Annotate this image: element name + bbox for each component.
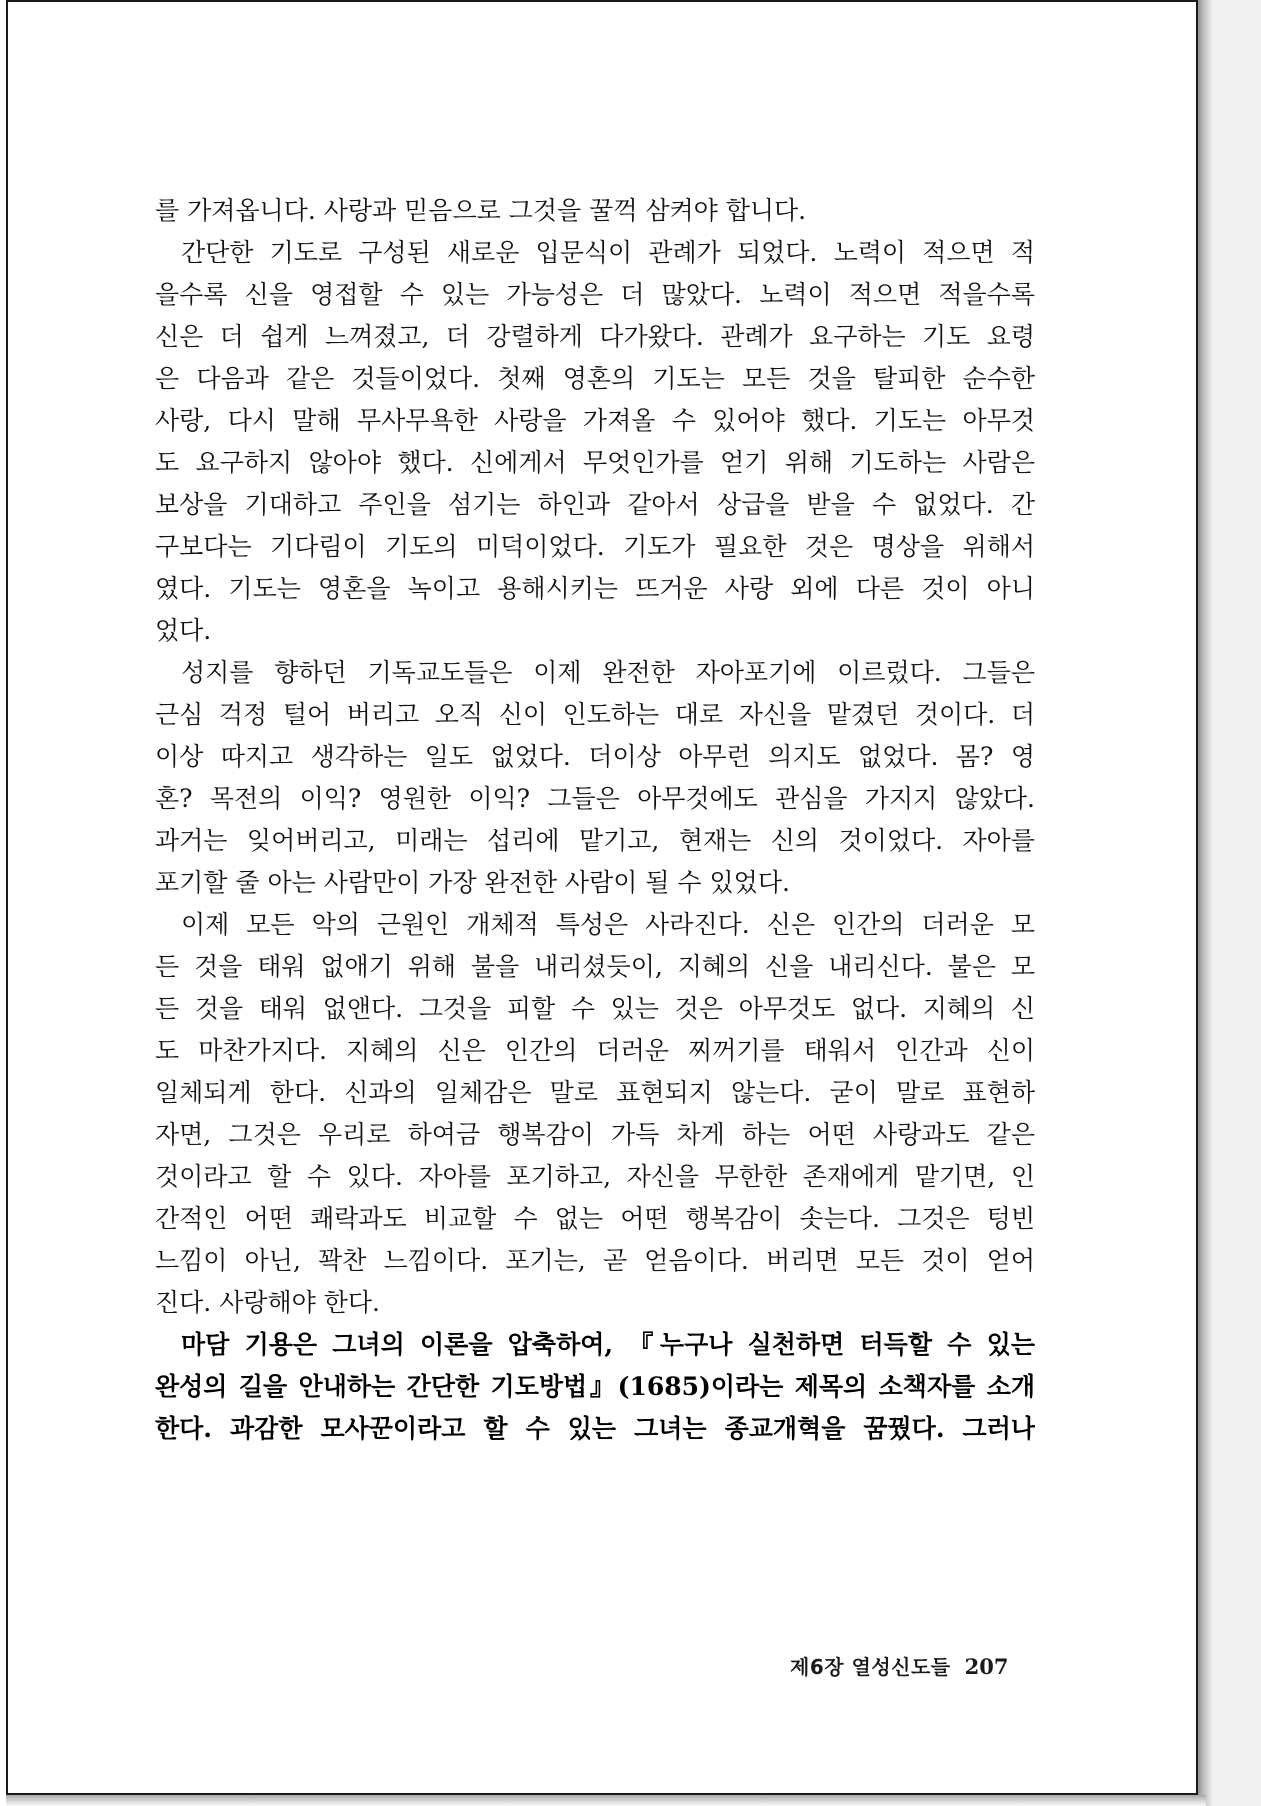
text-line: 보상을 기대하고 주인을 섬기는 하인과 같아서 상급을 받을 수 없었다. 간: [155, 490, 1035, 519]
text-line: 도 요구하지 않아야 했다. 신에게서 무엇인가를 얻기 위해 기도하는 사람은: [155, 448, 1035, 477]
page-edge-shadow: [1198, 0, 1214, 1806]
viewer-background: [1214, 0, 1261, 1806]
text-line: 자면, 그것은 우리로 하여금 행복감이 가득 차게 하는 어떤 사랑과도 같은: [155, 1120, 1035, 1149]
text-line: 은 다음과 같은 것들이었다. 첫째 영혼의 기도는 모든 것을 탈피한 순수한: [155, 364, 1035, 393]
text-line: 간단한 기도로 구성된 새로운 입문식이 관례가 되었다. 노력이 적으면 적: [181, 238, 1035, 267]
text-line: 과거는 잊어버리고, 미래는 섭리에 맡기고, 현재는 신의 것이었다. 자아를: [155, 826, 1035, 855]
text-line: 혼? 목전의 이익? 영원한 이익? 그들은 아무것에도 관심을 가지지 않았다.: [155, 784, 1035, 813]
text-line: 것이라고 할 수 있다. 자아를 포기하고, 자신을 무한한 존재에게 맡기면, 인: [155, 1162, 1035, 1191]
page-footer: [790, 1651, 1008, 1680]
text-line: 마담 기용은 그녀의 이론을 압축하여, 『누구나 실천하면 터득할 수 있는: [181, 1330, 1035, 1359]
text-line: 성지를 향하던 기독교도들은 이제 완전한 자아포기에 이르렀다. 그들은: [181, 658, 1035, 687]
text-line: 이제 모든 악의 근원인 개체적 특성은 사라진다. 신은 인간의 더러운 모: [181, 910, 1035, 939]
text-line: 사랑, 다시 말해 무사무욕한 사랑을 가져올 수 있어야 했다. 기도는 아무것: [155, 406, 1035, 435]
text-line: 일체되게 한다. 신과의 일체감은 말로 표현되지 않는다. 굳이 말로 표현하: [155, 1078, 1035, 1107]
running-head: 제6장 열성신도들: [790, 1655, 951, 1679]
text-line: 이상 따지고 생각하는 일도 없었다. 더이상 아무런 의지도 없었다. 몸? 영: [155, 742, 1035, 771]
text-line: 을수록 신을 영접할 수 있는 가능성은 더 많았다. 노력이 적으면 적을수록: [155, 280, 1035, 309]
text-line: 었다.: [155, 616, 212, 645]
text-line: 신은 더 쉽게 느껴졌고, 더 강렬하게 다가왔다. 관례가 요구하는 기도 요령: [155, 322, 1035, 351]
text-line: 한다. 과감한 모사꾼이라고 할 수 있는 그녀는 종교개혁을 꿈꿨다. 그러나: [155, 1414, 1035, 1443]
body-text: [155, 190, 1035, 1450]
text-line: 였다. 기도는 영혼을 녹이고 용해시키는 뜨거운 사랑 외에 다른 것이 아니: [155, 574, 1035, 603]
text-line: 느낌이 아닌, 꽉찬 느낌이다. 포기는, 곧 얻음이다. 버리면 모든 것이 얻어: [155, 1246, 1035, 1275]
page-number: 207: [964, 1654, 1009, 1679]
text-line: 든 것을 태워 없앤다. 그것을 피할 수 있는 것은 아무것도 없다. 지혜의 신: [155, 994, 1035, 1023]
text-line: 도 마찬가지다. 지혜의 신은 인간의 더러운 찌꺼기를 태워서 인간과 신이: [155, 1036, 1035, 1065]
text-line: 진다. 사랑해야 한다.: [155, 1288, 380, 1317]
text-line: 를 가져옵니다. 사랑과 믿음으로 그것을 꿀꺽 삼켜야 합니다.: [155, 196, 807, 225]
text-line: 구보다는 기다림이 기도의 미덕이었다. 기도가 필요한 것은 명상을 위해서: [155, 532, 1035, 561]
text-line: 완성의 길을 안내하는 간단한 기도방법』(1685)이라는 제목의 소책자를 소개: [155, 1372, 1035, 1401]
text-line: 든 것을 태워 없애기 위해 불을 내리셨듯이, 지혜의 신을 내리신다. 불은 모: [155, 952, 1035, 981]
text-line: 근심 걱정 털어 버리고 오직 신이 인도하는 대로 자신을 맡겼던 것이다. 더: [155, 700, 1035, 729]
text-line: 간적인 어떤 쾌락과도 비교할 수 없는 어떤 행복감이 솟는다. 그것은 텅빈: [155, 1204, 1035, 1233]
text-line: 포기할 줄 아는 사람만이 가장 완전한 사람이 될 수 있었다.: [155, 868, 790, 897]
page-bottom-shadow: [6, 1795, 1206, 1806]
